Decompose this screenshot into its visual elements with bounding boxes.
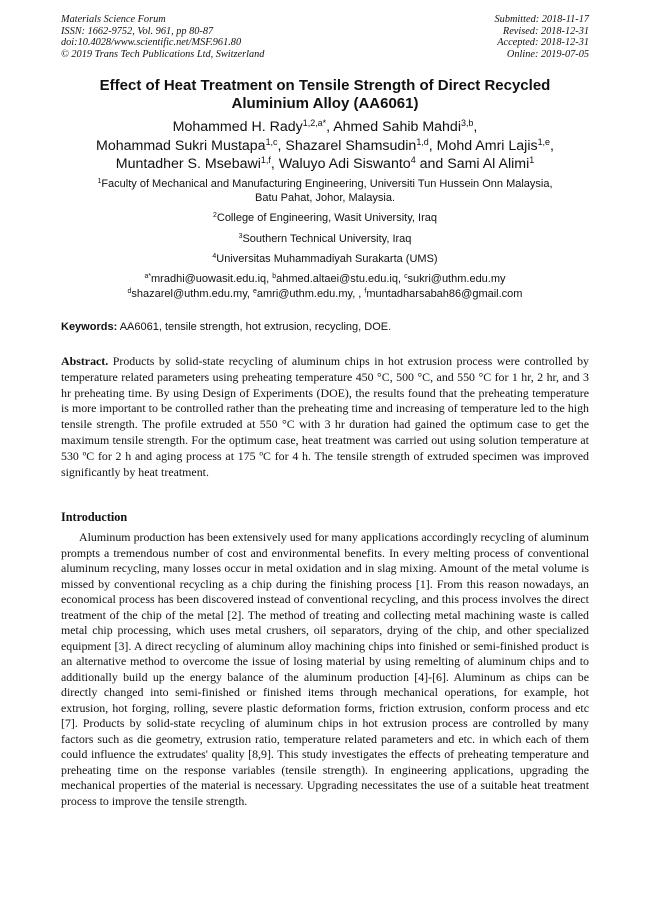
author-affil-sup: 1,c <box>265 136 278 147</box>
affiliation-text: Faculty of Mechanical and Manufacturing Engineering, Universiti Tun Hussein Onn Malaysia, <box>101 178 553 190</box>
abstract-text: Products by solid-state recycling of aluminum chips in hot extrusion process were controlled by temperature related parameters using preheating temperature 450 °C, 500 °C, and 550 °C for 1 hr, 2 hr, and 3 hr preheating time. By using Design of Experiments (DOE), the results found that the preheating temperature is more important to be controlled rather than the preheating time and increasing of temperature led to the high tensile strength. The profile extruded at 550 °C with 3 hr duration had gained the optimum case to get the maximum tensile strength. For the optimum case, heat treatment was carried out using solution temperature at 530 ºC for 2 h and aging process at 175 ºC for 4 h. The tensile strength of extruded specimen was improved significantly by heat treatment. <box>61 354 589 479</box>
email-marker: f <box>364 287 367 295</box>
affiliation-number: 3 <box>238 233 243 241</box>
affiliation-line: Batu Pahat, Johor, Malaysia. <box>254 192 396 205</box>
journal-copyright: © 2019 Trans Tech Publications Ltd, Switzerland <box>61 48 265 60</box>
publication-dates <box>495 14 589 60</box>
author-name: Mohammed H. Rady <box>172 119 303 135</box>
introduction-paragraph: Aluminum production has been extensively used for many applications accordingly recycling of aluminum prompts a tremendous number of cost and environmental benefits. In every melting process of conventional aluminum recycling, many losses occur in metal oxidation and in slag mixing. Amount of the metal volume is missed by conventional recycling as a chip during the finishing process [1]. From this reason nowadays, an economical process has been discovered instead of conventional recycling, and this process involves the direct treatment of the chip of the metal [2]. The method of treating and collecting metal machining waste is called metal chip processing, which uses metal crushers, oil separators, drying of the chip, and other specialized equipment [3]. A direct recycling of aluminum alloy machining chips into finished or semi-finished product is an alternative method to overcome the issue of losing material by using remelting of aluminum chips and to additionally build up the energy balance of the aluminum production [4]-[6]. Aluminum as chips can be directly changed into semi-finished or finished items through mechanical operations, for example, hot extrusion, hot forging, rolling, severe plastic deformation forms, friction extrusion, conform process and etc [7]. Products by solid-state recycling of aluminum chips in hot extrusion process are controlled by many factors such as die geometry, extrusion ratio, temperature related parameters and etc. in which each of them could influence the extrudates' quality [8,9]. This study investigates the effects of preheating temperature and preheating time on the response variables (tensile strength). In engineering applications, upgrading the mechanical properties of the material is necessary. Upgrading necessitates the use of a suitable heat treatment process to improve the tensile strength. <box>61 530 589 808</box>
author-separator: , <box>326 119 334 135</box>
email-address: mradhi@uowasit.edu.iq, <box>151 273 273 285</box>
author-separator: , <box>270 156 279 173</box>
author-emails <box>60 272 590 301</box>
affiliation-text: College of Engineering, Wasit University, Iraq <box>216 212 437 224</box>
affiliation-text: Southern Technical University, Iraq <box>242 233 412 245</box>
author-name: Mohd Amri Lajis <box>436 137 538 154</box>
author-affil-sup: 1,f <box>260 155 271 166</box>
author-line <box>40 118 610 137</box>
author-separator: , <box>428 137 437 154</box>
affiliation-2 <box>60 211 590 225</box>
author-list <box>40 118 610 174</box>
email-marker: e <box>253 287 257 295</box>
author-name: Shazarel Shamsudin <box>285 137 417 154</box>
author-name: Ahmed Sahib Mahdi <box>333 119 461 135</box>
email-address: amri@uthm.edu.my, , <box>256 287 365 300</box>
author-separator: and <box>415 156 448 173</box>
abstract-label: Abstract. <box>61 354 109 368</box>
author-line <box>40 137 610 156</box>
author-affil-sup: 3,b <box>460 118 474 129</box>
journal-info <box>61 14 264 60</box>
affiliation-number: 1 <box>97 178 102 186</box>
author-affil-sup: 1,2,a* <box>302 118 327 129</box>
section-heading-introduction: Introduction <box>61 510 128 524</box>
date-accepted: Accepted: 2018-12-31 <box>497 37 589 49</box>
affiliation-number: 2 <box>213 212 217 220</box>
affiliation-text: Universitas Muhammadiyah Surakarta (UMS) <box>216 253 438 265</box>
author-separator: , <box>473 119 478 135</box>
journal-name: Materials Science Forum <box>61 14 166 25</box>
author-separator: , <box>277 137 286 154</box>
author-affil-sup: 1 <box>529 155 535 166</box>
email-address: shazarel@uthm.edu.my, <box>131 287 254 300</box>
author-affil-sup: 1,d <box>416 136 429 147</box>
author-separator: , <box>550 137 554 154</box>
keywords-label: Keywords: <box>61 321 118 333</box>
email-address: ahmed.altaei@stu.edu.iq, <box>276 273 405 285</box>
author-name: Mohammad Sukri Mustapa <box>96 137 266 154</box>
email-marker: c <box>404 273 408 281</box>
email-line <box>60 272 590 287</box>
author-name: Sami Al Alimi <box>447 156 530 173</box>
paper-title <box>60 77 590 113</box>
email-marker: a* <box>144 273 152 281</box>
abstract <box>61 354 589 480</box>
author-name: Waluyo Adi Siswanto <box>278 156 411 173</box>
affiliation-3 <box>60 232 590 246</box>
email-marker: d <box>127 287 132 295</box>
journal-doi: doi:10.4028/www.scientific.net/MSF.961.80 <box>61 37 242 49</box>
author-name: Muntadher S. Msebawi <box>115 156 261 173</box>
date-online: Online: 2019-07-05 <box>506 48 589 60</box>
date-revised: Revised: 2018-12-31 <box>502 25 589 37</box>
title-line: Effect of Heat Treatment on Tensile Strength of Direct Recycled <box>99 77 551 94</box>
author-affil-sup: 1,e <box>537 136 551 147</box>
author-affil-sup: 4 <box>410 155 416 166</box>
email-address: sukri@uthm.edu.my <box>407 273 506 285</box>
email-line <box>60 287 590 302</box>
keywords-text: AA6061, tensile strength, hot extrusion, recycling, DOE. <box>117 321 392 333</box>
email-marker: b <box>272 273 277 281</box>
journal-issn: ISSN: 1662-9752, Vol. 961, pp 80-87 <box>61 25 214 37</box>
title-line: Aluminium Alloy (AA6061) <box>231 95 419 112</box>
affiliation-number: 4 <box>212 253 217 261</box>
date-submitted: Submitted: 2018-11-17 <box>494 14 589 25</box>
affiliation-1 <box>60 177 590 206</box>
keywords <box>61 320 589 334</box>
email-address: muntadharsabah86@gmail.com <box>366 287 523 300</box>
author-line <box>40 155 610 174</box>
affiliation-line <box>60 177 590 191</box>
affiliation-4 <box>60 252 590 266</box>
